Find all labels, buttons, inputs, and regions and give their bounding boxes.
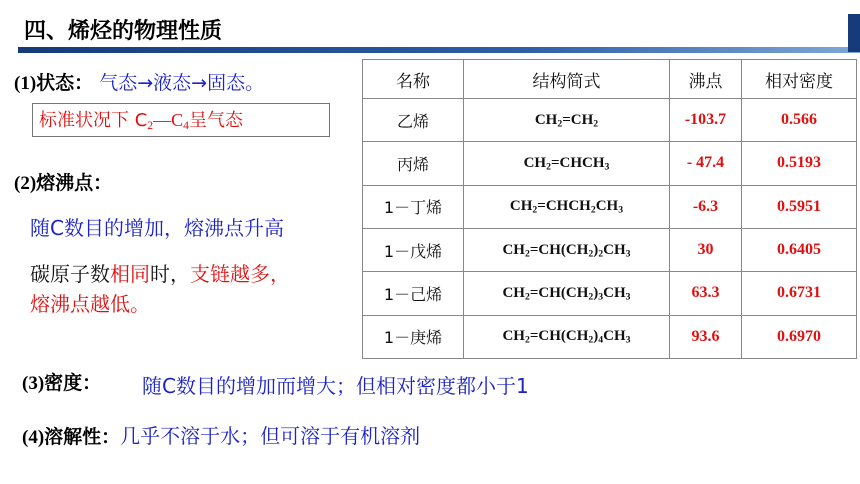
table-row [363,228,857,271]
formula-part: =CH(CH [529,328,589,345]
formula-part: CH [502,328,525,345]
formula-subscript: 2 [524,248,530,260]
cell-formula [464,315,670,358]
arrow-icon: → [191,72,208,94]
density-text: 随C数目的增加而增大；但相对密度都小于1 [142,374,529,398]
state-gas: 气态 [99,72,138,94]
formula-part: CH [595,198,619,215]
formula-part: =CH [562,111,594,128]
formula-part: =CHCH [550,154,605,171]
formula-subscript: 3 [604,161,610,173]
formula-subscript: 3 [625,291,631,303]
boiling-line2-d: 支链越多， [190,262,290,286]
cell-density: 0.6970 [742,315,857,358]
standard-condition-box [32,103,330,137]
formula-subscript: 3 [598,291,604,303]
alkene-properties-table [362,59,857,359]
header-density: 相对密度 [742,60,857,99]
cell-formula [464,142,670,185]
cell-boiling-point: 93.6 [670,315,742,358]
table-row [363,272,857,315]
formula-part: ) [593,241,599,258]
cell-name: 1－庚烯 [363,315,464,358]
table-row [363,185,857,228]
header-boiling-point: 沸点 [670,60,742,99]
cell-density: 0.5193 [742,142,857,185]
arrow-icon: → [137,72,154,94]
cell-density: 0.6405 [742,228,857,271]
formula-subscript: 3 [618,204,624,216]
cell-formula [464,272,670,315]
solubility-text: 几乎不溶于水；但可溶于有机溶剂 [120,424,421,448]
boiling-line3: 熔沸点越低。 [30,292,150,316]
cell-name: 1－丁烯 [363,185,464,228]
formula-subscript: 2 [524,291,530,303]
formula-part: =CHCH [537,198,591,215]
formula-part: =CH(CH [529,284,589,301]
formula-subscript: 2 [524,334,530,346]
formula-part: CH [603,241,626,258]
page-title: 四、烯烃的物理性质 [24,19,223,44]
boiling-line1: 随C数目的增加，熔沸点升高 [30,216,284,240]
formula-part: CH [509,198,533,215]
cell-boiling-point: 30 [670,228,742,271]
boiling-label-line [14,168,112,195]
state-label: (1)状态： [14,73,94,94]
formula-part: CH [534,111,558,128]
formula-subscript: 2 [598,248,604,260]
formula-subscript: 2 [588,248,594,260]
formula-part: CH [502,241,525,258]
formula-subscript: 3 [625,248,631,260]
formula-part: ) [593,328,599,345]
cell-name: 乙烯 [363,99,464,142]
formula-subscript: 2 [593,118,599,130]
formula-part: CH [502,284,525,301]
corner-accent [848,14,860,52]
title-underline [18,47,860,53]
state-line [14,68,264,95]
cell-boiling-point: -103.7 [670,99,742,142]
header-name: 名称 [363,60,464,99]
header-formula: 结构简式 [464,60,670,99]
cell-formula [464,228,670,271]
formula-subscript: 2 [588,291,594,303]
std-suffix: 呈气态 [189,110,243,131]
formula-subscript: 3 [625,334,631,346]
boiling-line2 [30,258,290,287]
formula-part: CH [523,154,547,171]
formula-subscript: 2 [588,334,594,346]
formula-part: ) [593,284,599,301]
cell-name: 1－戊烯 [363,228,464,271]
cell-boiling-point: 63.3 [670,272,742,315]
cell-density: 0.5951 [742,185,857,228]
std-sub1: 2 [147,118,154,132]
formula-subscript: 2 [546,161,551,173]
cell-formula [464,99,670,142]
formula-subscript: 2 [532,204,538,216]
boiling-line2-a: 碳原子数 [30,262,110,286]
density-label: (3)密度： [22,373,102,394]
formula-part: CH [603,284,626,301]
table-row [363,315,857,358]
cell-boiling-point: -6.3 [670,185,742,228]
formula-subscript: 2 [590,204,596,216]
state-liquid: 液态 [153,72,192,94]
table-row [363,99,857,142]
cell-density: 0.6731 [742,272,857,315]
cell-name: 1－己烯 [363,272,464,315]
cell-name: 丙烯 [363,142,464,185]
std-prefix: 标准状况下 C [39,110,148,131]
table-row [363,142,857,185]
formula-part: =CH(CH [529,241,589,258]
boiling-label: (2)熔沸点： [14,173,113,194]
formula-subscript: 2 [557,118,563,130]
density-line [22,368,101,395]
table-header-row [363,60,857,99]
solubility-line [22,420,420,449]
formula-subscript: 4 [598,334,604,346]
cell-density: 0.566 [742,99,857,142]
boiling-line2-c: 时， [150,262,190,286]
std-sub2: 4 [183,118,189,132]
std-dash: —C [153,110,184,130]
cell-formula [464,185,670,228]
cell-boiling-point: - 47.4 [670,142,742,185]
state-solid: 固态。 [207,72,265,94]
formula-part: CH [603,328,626,345]
boiling-line2-b: 相同 [110,262,150,286]
solubility-label: (4)溶解性： [22,427,121,448]
